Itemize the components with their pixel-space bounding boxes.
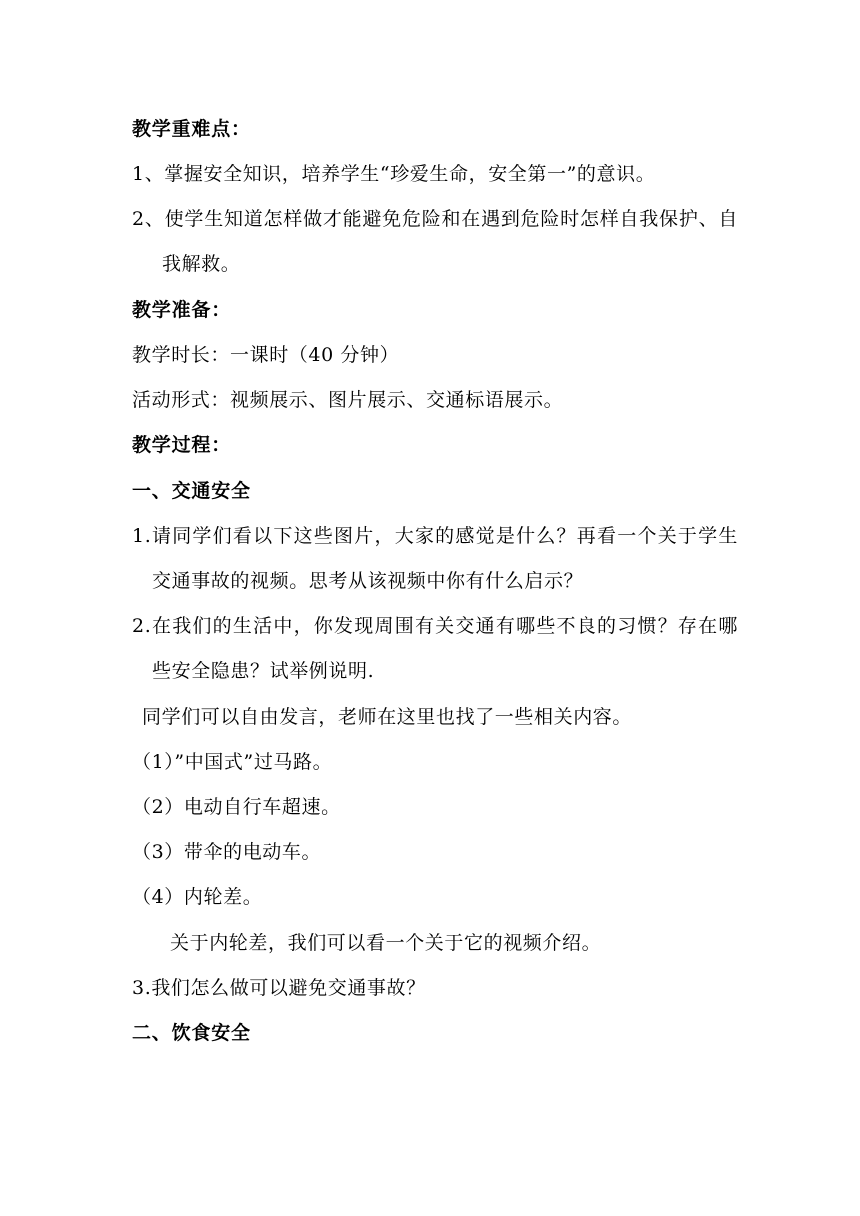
section-1-title: 一、交通安全: [132, 480, 251, 502]
discussion-intro: 同学们可以自由发言，老师在这里也找了一些相关内容。: [142, 706, 633, 728]
question-2-line-2: 些安全隐患？试举例说明.: [152, 660, 375, 682]
key-point-2-line-1: 2、使学生知道怎样做才能避免危险和在遇到危险时怎样自我保护、自: [132, 208, 738, 230]
section-2-title: 二、饮食安全: [132, 1022, 251, 1044]
key-point-1: 1、掌握安全知识，培养学生“珍爱生命，安全第一”的意识。: [132, 163, 656, 185]
list-item-3: （3）带伞的电动车。: [132, 841, 322, 863]
key-points-heading: 教学重难点：: [132, 118, 251, 140]
list-item-4: （4）内轮差。: [132, 886, 263, 908]
inner-wheel-note: 关于内轮差，我们可以看一个关于它的视频介绍。: [170, 932, 602, 954]
key-point-2-line-2: 我解救。: [162, 253, 241, 275]
question-2-line-1: 2.在我们的生活中，你发现周围有关交通有哪些不良的习惯？存在哪: [132, 615, 738, 637]
question-1-line-2: 交通事故的视频。思考从该视频中你有什么启示？: [152, 570, 584, 592]
list-item-2: （2）电动自行车超速。: [132, 796, 341, 818]
activity-form: 活动形式：视频展示、图片展示、交通标语展示。: [132, 389, 564, 411]
preparation-heading: 教学准备：: [132, 299, 232, 321]
teaching-duration: 教学时长：一课时（40 分钟）: [132, 344, 400, 366]
question-1-line-1: 1.请同学们看以下这些图片，大家的感觉是什么？再看一个关于学生: [132, 525, 738, 547]
list-item-1: （1）”中国式”过马路。: [132, 751, 333, 773]
process-heading: 教学过程：: [132, 434, 232, 456]
question-3: 3.我们怎么做可以避免交通事故？: [132, 977, 426, 999]
